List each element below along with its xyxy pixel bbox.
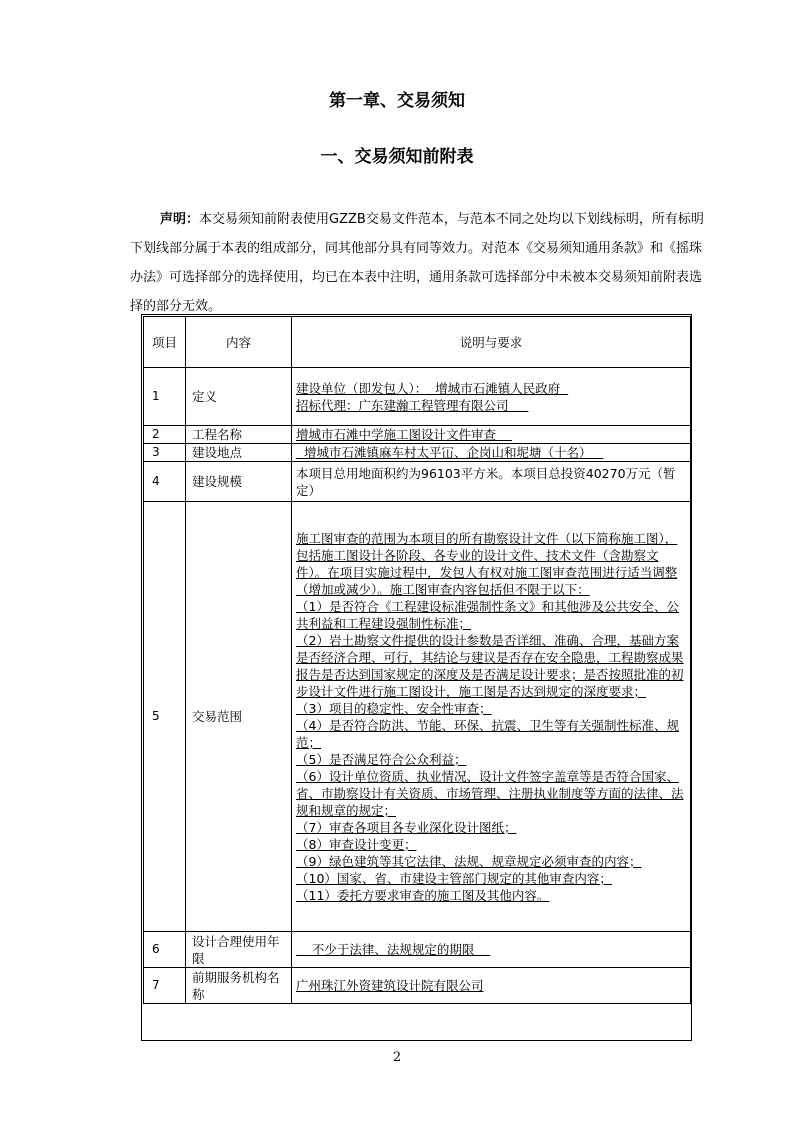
- statement-paragraph: [130, 205, 704, 321]
- section-title: 一、交易须知前附表: [320, 147, 474, 167]
- description-line: （5）是否满足符合公众利益；: [296, 751, 467, 767]
- chapter-title: 第一章、交易须知: [329, 91, 465, 111]
- row-item: 设计合理使用年限: [186, 932, 292, 968]
- table-row: [144, 502, 691, 932]
- row-description: [292, 368, 691, 426]
- row-item: 建设规模: [186, 462, 292, 502]
- description-line: 广州珠江外资建筑设计院有限公司: [296, 978, 484, 993]
- description-line: 建设单位（即发包人）： 增城市石滩镇人民政府: [296, 380, 569, 396]
- table-row: [144, 932, 691, 968]
- description-line: （4）是否符合防洪、节能、环保、抗震、卫生等有关强制性标准、规范；: [296, 717, 679, 750]
- description-line: 本项目总用地面积约为96103平方米。本项目总投资40270万元（暂定）: [296, 465, 676, 498]
- row-description: [292, 932, 691, 968]
- table-row: [144, 368, 691, 426]
- description-line: （2）岩土勘察文件提供的设计参数是否详细、准确、合理，基础方案是否经济合理、可行，其结论与建议是否存在安全隐患，工程勘察成果报告是否达到国家规定的深度及是否满足设计要求；是否按照批准的初步设计文件进行施工图设计，施工图是否达到规定的深度要求；: [296, 632, 684, 699]
- description-line: （8）审查设计变更；: [296, 836, 417, 852]
- statement-text: 本交易须知前附表使用GZZB交易文件范本，与范本不同之处均以下划线标明，所有标明下划线部分属于本表的组成部分，同其他部分具有同等效力。对范本《交易须知通用条款》和《摇珠办法》可选择部分的选择使用，均已在本表中注明，通用条款可选择部分中未被本交易须知前附表选择的部分无效。: [130, 212, 704, 314]
- row-item: 前期服务机构名称: [186, 968, 292, 1004]
- description-line: （11）委托方要求审查的施工图及其他内容。: [296, 887, 550, 903]
- row-item: 工程名称: [186, 426, 292, 444]
- row-description: [292, 426, 691, 444]
- row-number: 7: [144, 968, 186, 1004]
- table-row: [144, 968, 691, 1004]
- row-description: [292, 444, 691, 462]
- table-row: [144, 462, 691, 502]
- row-item: 交易范围: [186, 502, 292, 932]
- row-item: 建设地点: [186, 444, 292, 462]
- description-line: （3）项目的稳定性、安全性审查；: [296, 700, 492, 716]
- row-number: 4: [144, 462, 186, 502]
- description-line: （6）设计单位资质、执业情况、设计文件签字盖章等是否符合国家、省、市勘察设计有关资质、市场管理、注册执业制度等方面的法律、法规和规章的规定；: [296, 768, 684, 818]
- description-line: 不少于法律、法规规定的期限: [296, 942, 491, 957]
- statement-label: 声明：: [160, 212, 200, 227]
- description-line: 增城市石滩镇麻车村太平冚、企岗山和坭塘（十名）: [296, 445, 604, 460]
- row-item: 定义: [186, 368, 292, 426]
- table-header-row: [144, 317, 691, 368]
- description-line: 增城市石滩中学施工图设计文件审查: [296, 427, 512, 442]
- description-line: （7）审查各项目各专业深化设计图纸；: [296, 819, 517, 835]
- description-line: 施工图审查的范围为本项目的所有勘察设计文件（以下简称施工图），包括施工图设计各阶段、各专业的设计文件、技术文件（含勘察文件）。在项目实施过程中，发包人有权对施工图审查范围进行适当调整（增加或减少）。施工图审查内容包括但不限于以下：: [296, 530, 678, 597]
- row-number: 1: [144, 368, 186, 426]
- table-row: [144, 426, 691, 444]
- description-line: （1）是否符合《工程建设标准强制性条文》和其他涉及公共安全、公共利益和工程建设强制性标准；: [296, 598, 679, 631]
- row-description: [292, 502, 691, 932]
- row-number: 3: [144, 444, 186, 462]
- row-number: 2: [144, 426, 186, 444]
- header-item-no: 项目: [144, 317, 186, 368]
- row-description: [292, 968, 691, 1004]
- row-number: 5: [144, 502, 186, 932]
- page-number: 2: [392, 1050, 402, 1065]
- description-line: 招标代理：广东建瀚工程管理有限公司: [296, 397, 529, 413]
- table-row: [144, 444, 691, 462]
- front-attachment-table: [143, 316, 691, 1004]
- description-line: （9）绿色建筑等其它法律、法规、规章规定必须审查的内容；: [296, 853, 642, 869]
- description-line: （10）国家、省、市建设主管部门规定的其他审查内容；: [296, 870, 612, 886]
- row-number: 6: [144, 932, 186, 968]
- header-content: 内容: [186, 317, 292, 368]
- header-description: 说明与要求: [292, 317, 691, 368]
- row-description: [292, 462, 691, 502]
